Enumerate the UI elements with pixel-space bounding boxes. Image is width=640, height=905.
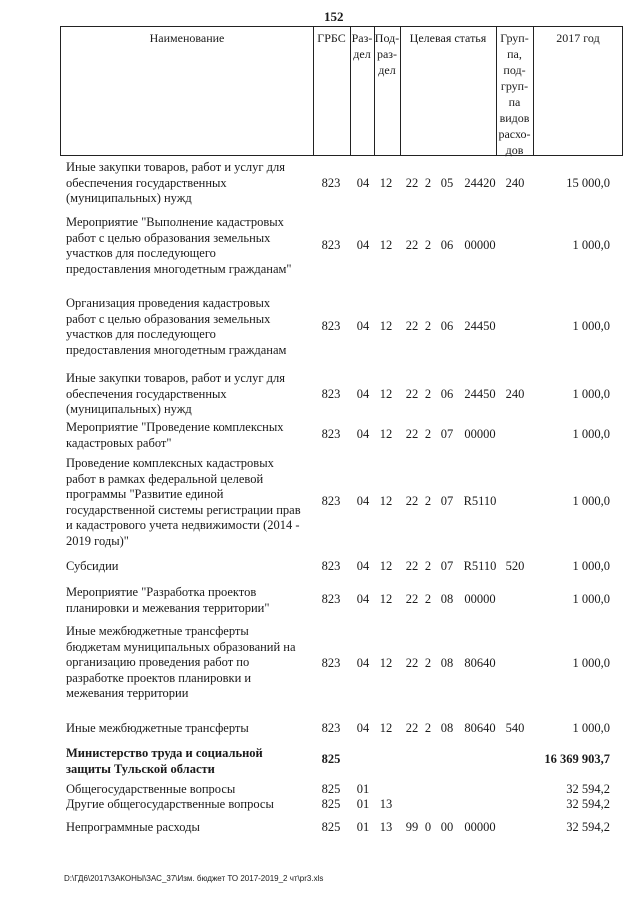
cell-cs2: 2 xyxy=(424,319,432,333)
cell-cs4: 80640 xyxy=(464,721,496,735)
cell-pr: 12 xyxy=(379,592,393,606)
cell-cs3: 08 xyxy=(440,656,454,670)
cell-pr: 12 xyxy=(379,238,393,252)
header-target-article: Целевая статья xyxy=(409,31,487,45)
cell-cs4: R5110 xyxy=(463,494,497,508)
cell-rz: 04 xyxy=(356,387,370,401)
cell-cs4: 24450 xyxy=(464,387,496,401)
cell-cs1: 22 xyxy=(405,559,419,573)
header-razdel: Раз- дел xyxy=(351,31,373,61)
cell-grbs: 823 xyxy=(321,176,341,190)
row-name: Другие общегосударственные вопросы xyxy=(66,797,274,811)
cell-cs1: 22 xyxy=(405,592,419,606)
cell-grbs: 823 xyxy=(321,387,341,401)
cell-cs3: 06 xyxy=(440,319,454,333)
cell-vr: 240 xyxy=(505,176,525,190)
cell-amount: 1 000,0 xyxy=(572,238,610,252)
header-divider xyxy=(400,27,401,155)
cell-rz: 01 xyxy=(356,820,370,834)
cell-rz: 01 xyxy=(356,797,370,811)
cell-cs3: 05 xyxy=(440,176,454,190)
file-path-footer: D:\ГД6\2017\ЗАКОНЫ\ЗАС_37\Изм. бюджет ТО 2017-2019_2 чт\pr3.xls xyxy=(64,874,324,883)
cell-cs3: 08 xyxy=(440,592,454,606)
cell-cs3: 07 xyxy=(440,559,454,573)
cell-grbs: 823 xyxy=(321,238,341,252)
row-name: Иные межбюджетные трансферты бюджетам муниципальных образований на организацию проведения работ по разработке проектов планировки и межевания территории xyxy=(66,624,296,700)
cell-rz: 04 xyxy=(356,721,370,735)
cell-cs4: 00000 xyxy=(464,427,496,441)
cell-cs1: 22 xyxy=(405,656,419,670)
cell-cs1: 99 xyxy=(405,820,419,834)
cell-rz: 04 xyxy=(356,559,370,573)
cell-amount: 15 000,0 xyxy=(566,176,610,190)
cell-cs3: 00 xyxy=(440,820,454,834)
cell-amount: 16 369 903,7 xyxy=(544,752,610,766)
header-grbs: ГРБС xyxy=(317,31,346,45)
cell-pr: 13 xyxy=(379,820,393,834)
row-name: Иные межбюджетные трансферты xyxy=(66,721,249,735)
row-name: Субсидии xyxy=(66,559,119,573)
cell-cs2: 2 xyxy=(424,238,432,252)
cell-cs1: 22 xyxy=(405,721,419,735)
cell-cs1: 22 xyxy=(405,494,419,508)
header-divider xyxy=(313,27,314,155)
cell-cs3: 07 xyxy=(440,494,454,508)
cell-pr: 12 xyxy=(379,559,393,573)
row-name: Мероприятие "Разработка проектов планировки и межевания территории" xyxy=(66,585,270,615)
header-expense-group: Груп- па, под- груп- па видов расхо- дов xyxy=(498,31,531,157)
cell-cs2: 2 xyxy=(424,559,432,573)
header-name: Наименование xyxy=(149,31,225,45)
cell-grbs: 823 xyxy=(321,319,341,333)
cell-rz: 04 xyxy=(356,427,370,441)
cell-pr: 12 xyxy=(379,721,393,735)
cell-cs3: 06 xyxy=(440,387,454,401)
cell-pr: 12 xyxy=(379,656,393,670)
cell-cs2: 2 xyxy=(424,656,432,670)
cell-cs4: 24450 xyxy=(464,319,496,333)
row-name: Иные закупки товаров, работ и услуг для обеспечения государственных (муниципальных) нужд xyxy=(66,371,286,416)
row-name: Непрограммные расходы xyxy=(66,820,200,834)
header-divider xyxy=(533,27,534,155)
cell-cs1: 22 xyxy=(405,427,419,441)
cell-amount: 1 000,0 xyxy=(572,592,610,606)
row-name: Проведение комплексных кадастровых работ в рамках федеральной целевой программы "Развитие единой государственной системы регистрации прав и кадастрового учета недвижимости (2014 - 2019 годы)" xyxy=(66,456,301,548)
cell-pr: 12 xyxy=(379,427,393,441)
cell-amount: 1 000,0 xyxy=(572,494,610,508)
cell-grbs: 823 xyxy=(321,721,341,735)
cell-cs3: 06 xyxy=(440,238,454,252)
header-year: 2017 год xyxy=(556,31,600,45)
page-number: 152 xyxy=(324,9,344,24)
cell-rz: 04 xyxy=(356,656,370,670)
cell-grbs: 825 xyxy=(321,782,341,796)
cell-cs1: 22 xyxy=(405,176,419,190)
cell-amount: 32 594,2 xyxy=(566,797,610,811)
header-podrazdel: Под- раз- дел xyxy=(374,31,400,77)
table-header xyxy=(60,26,623,156)
cell-amount: 32 594,2 xyxy=(566,820,610,834)
cell-vr: 520 xyxy=(505,559,525,573)
cell-pr: 13 xyxy=(379,797,393,811)
cell-pr: 12 xyxy=(379,387,393,401)
cell-grbs: 825 xyxy=(321,797,341,811)
cell-cs2: 2 xyxy=(424,721,432,735)
cell-cs1: 22 xyxy=(405,387,419,401)
cell-cs2: 2 xyxy=(424,176,432,190)
row-name: Организация проведения кадастровых работ с целью образования земельных участков для последующего предоставления многодетным гражданам xyxy=(66,296,287,357)
cell-amount: 32 594,2 xyxy=(566,782,610,796)
cell-cs4: 80640 xyxy=(464,656,496,670)
cell-grbs: 823 xyxy=(321,559,341,573)
cell-cs2: 0 xyxy=(424,820,432,834)
cell-cs2: 2 xyxy=(424,427,432,441)
cell-pr: 12 xyxy=(379,176,393,190)
cell-amount: 1 000,0 xyxy=(572,427,610,441)
cell-cs4: 24420 xyxy=(464,176,496,190)
cell-vr: 540 xyxy=(505,721,525,735)
cell-cs3: 07 xyxy=(440,427,454,441)
cell-grbs: 825 xyxy=(321,752,341,766)
cell-rz: 04 xyxy=(356,176,370,190)
cell-cs4: R5110 xyxy=(463,559,497,573)
row-name: Мероприятие "Выполнение кадастровых работ с целью образования земельных участков для последующего предоставления многодетным гражданам" xyxy=(66,215,292,276)
cell-rz: 04 xyxy=(356,238,370,252)
cell-vr: 240 xyxy=(505,387,525,401)
cell-rz: 04 xyxy=(356,494,370,508)
cell-pr: 12 xyxy=(379,494,393,508)
cell-grbs: 823 xyxy=(321,427,341,441)
cell-rz: 04 xyxy=(356,592,370,606)
cell-grbs: 823 xyxy=(321,592,341,606)
cell-grbs: 823 xyxy=(321,494,341,508)
row-name: Иные закупки товаров, работ и услуг для обеспечения государственных (муниципальных) нужд xyxy=(66,160,286,205)
cell-rz: 01 xyxy=(356,782,370,796)
cell-cs4: 00000 xyxy=(464,592,496,606)
row-name: Мероприятие "Проведение комплексных кадастровых работ" xyxy=(66,420,284,450)
cell-amount: 1 000,0 xyxy=(572,387,610,401)
cell-grbs: 823 xyxy=(321,656,341,670)
cell-cs4: 00000 xyxy=(464,820,496,834)
cell-pr: 12 xyxy=(379,319,393,333)
cell-grbs: 825 xyxy=(321,820,341,834)
cell-cs2: 2 xyxy=(424,494,432,508)
cell-cs2: 2 xyxy=(424,387,432,401)
row-name: Министерство труда и социальной защиты Тульской области xyxy=(66,746,263,776)
cell-cs2: 2 xyxy=(424,592,432,606)
cell-amount: 1 000,0 xyxy=(572,319,610,333)
cell-cs1: 22 xyxy=(405,238,419,252)
cell-amount: 1 000,0 xyxy=(572,721,610,735)
row-name: Общегосударственные вопросы xyxy=(66,782,236,796)
cell-cs1: 22 xyxy=(405,319,419,333)
cell-cs3: 08 xyxy=(440,721,454,735)
cell-rz: 04 xyxy=(356,319,370,333)
cell-cs4: 00000 xyxy=(464,238,496,252)
cell-amount: 1 000,0 xyxy=(572,656,610,670)
cell-amount: 1 000,0 xyxy=(572,559,610,573)
